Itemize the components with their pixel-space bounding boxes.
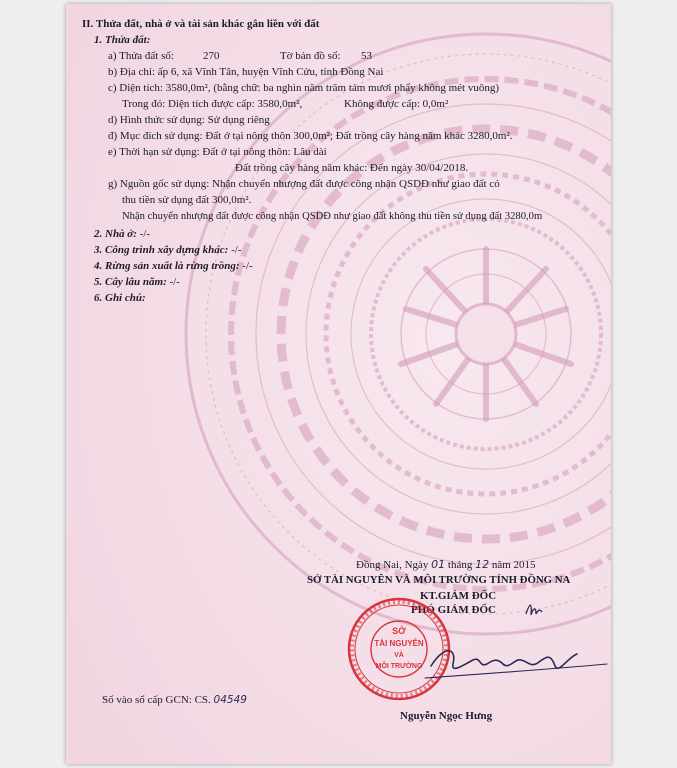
registry-line (102, 694, 247, 707)
seal-bottom-text: MÔI TRƯỜNG (375, 663, 423, 670)
item-notes (94, 292, 146, 305)
section-title: II. Thửa đất, nhà ở và tài sản khác gắn liền với đất (82, 18, 320, 30)
address-line: b) Địa chỉ: ấp 6, xã Vĩnh Tân, huyện Vĩnh Cửu, tỉnh Đồng Nai (108, 66, 384, 78)
item-house-label: 2. Nhà ở: (94, 228, 137, 240)
date-month-label: tháng (447, 559, 473, 571)
item-other-construction-value: -/- (231, 244, 242, 256)
land-heading: 1. Thửa đất: (94, 34, 151, 46)
signer-name: Nguyễn Ngọc Hưng (400, 710, 493, 722)
item-perennial-trees-label: 5. Cây lâu năm: (94, 276, 167, 288)
date-year: năm 2015 (491, 559, 536, 571)
usage-term-line: e) Thời hạn sử dụng: Đất ở tại nông thôn: Lâu dài (108, 146, 327, 158)
date-month: 12 (475, 558, 490, 571)
item-perennial-trees (94, 276, 180, 289)
registry-label: Số vào sổ cấp GCN: CS. (102, 694, 211, 706)
origin-line-2: thu tiền sử dụng đất 300,0m². (122, 194, 252, 206)
item-house (94, 228, 150, 241)
date-prefix: Đồng Nai, Ngày (356, 559, 429, 571)
item-production-forest-value: -/- (242, 260, 253, 272)
item-production-forest (94, 260, 253, 273)
seal-middle-text: TÀI NGUYÊN (374, 639, 424, 648)
seal-top-text: SỞ (392, 626, 406, 636)
usage-term-line-2: Đất trồng cây hàng năm khác: Đến ngày 30/04/2018. (235, 162, 469, 174)
date-day: 01 (431, 558, 446, 571)
signer-position: PHÓ GIÁM ĐỐC (411, 604, 496, 616)
parcel-number-label: a) Thửa đất số: (108, 50, 174, 62)
usage-purpose-line: đ) Mục đích sử dụng: Đất ở tại nông thôn 300,0m²; Đất trồng cây hàng năm khác 3280,0m². (108, 130, 513, 142)
origin-line-1: g) Nguồn gốc sử dụng: Nhận chuyển nhượng đất được công nhận QSDĐ như giao đất có (108, 178, 500, 190)
area-not-granted: Không được cấp: 0,0m² (344, 98, 449, 110)
issuing-agency: SỞ TÀI NGUYÊN VÀ MÔI TRƯỜNG TỈNH ĐỒNG NA (307, 574, 571, 586)
registry-number: 04549 (213, 694, 247, 706)
item-other-construction-label: 3. Công trình xây dựng khác: (94, 244, 229, 256)
map-sheet-value: 53 (361, 50, 372, 62)
map-sheet-label: Tờ bản đồ số: (280, 50, 341, 62)
certificate-page (66, 4, 611, 764)
on-behalf-title: KT.GIÁM ĐỐC (420, 590, 497, 602)
seal-connector-text: VÀ (394, 652, 404, 659)
item-other-construction (94, 244, 241, 257)
initial-mark (524, 600, 544, 618)
item-notes-label: 6. Ghi chú: (94, 292, 146, 304)
usage-form-line: d) Hình thức sử dụng: Sử dụng riêng (108, 114, 270, 126)
handwritten-signature (421, 634, 611, 694)
parcel-number-value: 270 (203, 50, 220, 62)
origin-line-3: Nhận chuyển nhượng đất được công nhận QSDĐ như giao đất không thu tiền sử dụng đất 3280,0m (122, 211, 543, 222)
item-perennial-trees-value: -/- (169, 276, 180, 288)
area-line: c) Diện tích: 3580,0m², (bằng chữ: ba nghìn năm trăm tám mươi phẩy không mét vuông) (108, 82, 499, 94)
area-granted: Trong đó: Diện tích được cấp: 3580,0m², (122, 98, 303, 110)
issue-date (356, 558, 536, 572)
item-production-forest-label: 4. Rừng sản xuất là rừng trồng: (94, 260, 240, 272)
item-house-value: -/- (139, 228, 151, 240)
